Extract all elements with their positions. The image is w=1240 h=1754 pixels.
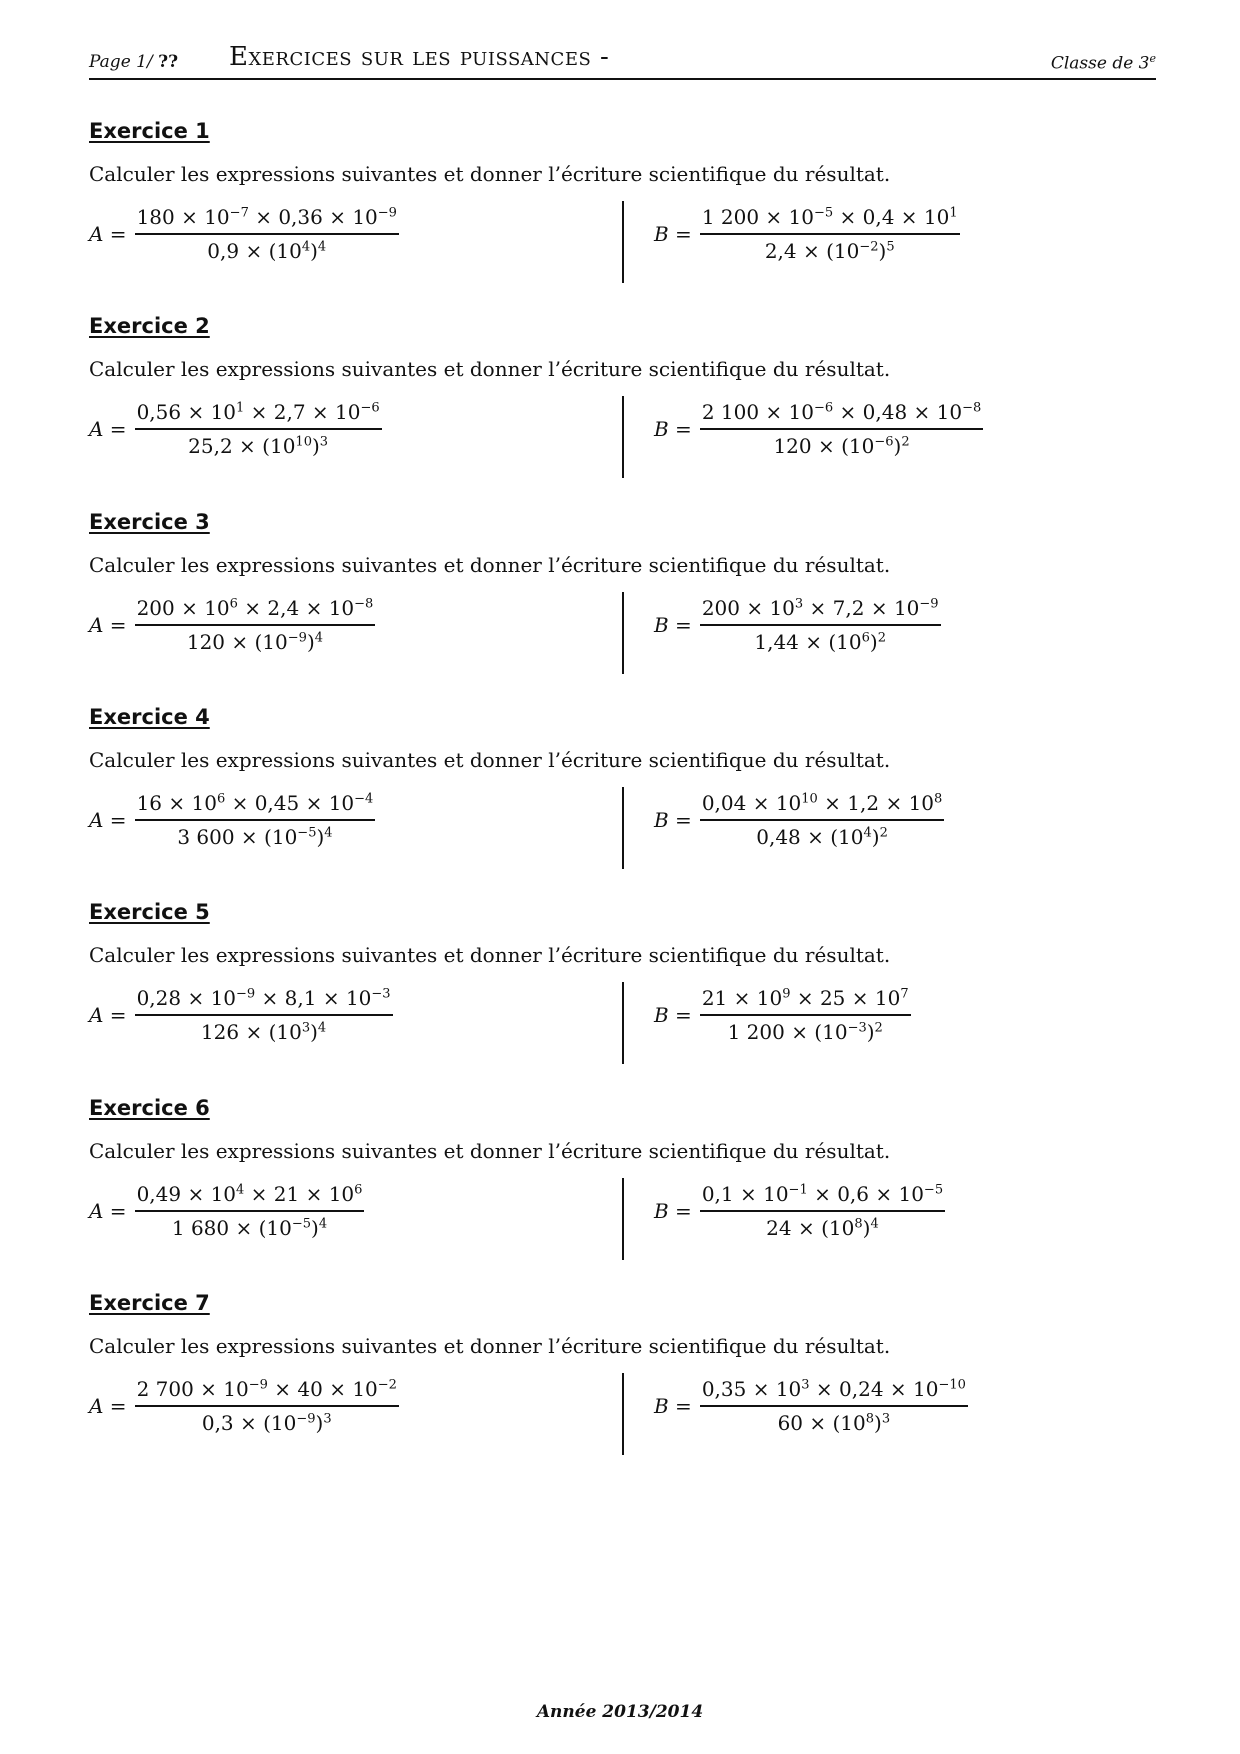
numerator: $200 \times 10^6 \times 2,4 \times 10^{-8}$ <box>135 596 376 626</box>
exercise-2 <box>89 314 1156 514</box>
numerator: $0,56 \times 10^1 \times 2,7 \times 10^{-6}$ <box>135 400 382 430</box>
denominator: $25,2 \times (10^{10})^3$ <box>188 434 329 458</box>
expression-a-label: A = <box>89 808 127 832</box>
fraction <box>135 1377 399 1435</box>
fraction <box>700 400 983 458</box>
fraction <box>700 596 941 654</box>
fraction <box>700 1182 945 1240</box>
expression-b <box>654 791 944 849</box>
denominator: $2,4 \times (10^{-2})^5$ <box>764 239 895 263</box>
column-separator <box>622 201 624 283</box>
expression-a <box>89 791 375 849</box>
numerator: $0,35 \times 10^3 \times 0,24 \times 10^{-10}$ <box>700 1377 968 1407</box>
numerator: $0,1 \times 10^{-1} \times 0,6 \times 10^{-5}$ <box>700 1182 945 1212</box>
numerator: $0,28 \times 10^{-9} \times 8,1 \times 10^{-3}$ <box>135 986 393 1016</box>
exercise-instruction: Calculer les expressions suivantes et donner l’écriture scientifique du résultat. <box>89 943 891 967</box>
fraction <box>700 205 960 263</box>
expression-a-label: A = <box>89 417 127 441</box>
denominator: $1,44 \times (10^6)^2$ <box>754 630 887 654</box>
fraction <box>135 596 376 654</box>
numerator: 2 $700 \times 10^{-9} \times 40 \times 10^{-2}$ <box>135 1377 399 1407</box>
fraction <box>135 1182 365 1240</box>
exercise-instruction: Calculer les expressions suivantes et donner l’écriture scientifique du résultat. <box>89 1334 891 1358</box>
exercise-1 <box>89 119 1156 319</box>
expression-b-label: B = <box>654 222 692 246</box>
expression-a-label: A = <box>89 613 127 637</box>
numerator: $0,49 \times 10^4 \times 21 \times 10^6$ <box>135 1182 365 1212</box>
expression-a-label: A = <box>89 1003 127 1027</box>
expression-b-label: B = <box>654 1003 692 1027</box>
fraction <box>135 205 399 263</box>
denominator: 3 $600 \times (10^{-5})^4$ <box>177 825 333 849</box>
fraction <box>135 986 393 1044</box>
expression-a-label: A = <box>89 1199 127 1223</box>
exercise-instruction: Calculer les expressions suivantes et donner l’écriture scientifique du résultat. <box>89 357 891 381</box>
footer-year: Année 2013/2014 <box>536 1702 704 1722</box>
exercise-title: Exercice 7 <box>89 1291 210 1315</box>
column-separator <box>622 592 624 674</box>
numerator: $180 \times 10^{-7} \times 0,36 \times 10^{-9}$ <box>135 205 399 235</box>
class-label: Classe de 3e <box>1050 52 1156 74</box>
expression-a-label: A = <box>89 222 127 246</box>
column-separator <box>622 396 624 478</box>
exercise-4 <box>89 705 1156 905</box>
denominator: $126 \times (10^3)^4$ <box>200 1020 327 1044</box>
numerator: 2 $100 \times 10^{-6} \times 0,48 \times 10^{-8}$ <box>700 400 983 430</box>
expression-a <box>89 400 382 458</box>
expression-b-label: B = <box>654 808 692 832</box>
expression-a <box>89 1182 364 1240</box>
denominator: $0,9 \times (10^4)^4$ <box>207 239 327 263</box>
expression-a <box>89 205 399 263</box>
exercise-instruction: Calculer les expressions suivantes et donner l’écriture scientifique du résultat. <box>89 553 891 577</box>
numerator: $21 \times 10^9 \times 25 \times 10^7$ <box>700 986 911 1016</box>
denominator: $24 \times (10^8)^4$ <box>766 1216 879 1240</box>
exercise-instruction: Calculer les expressions suivantes et donner l’écriture scientifique du résultat. <box>89 748 891 772</box>
denominator: $120 \times (10^{-6})^2$ <box>773 434 910 458</box>
denominator: 1 $680 \times (10^{-5})^4$ <box>171 1216 328 1240</box>
expression-b-label: B = <box>654 417 692 441</box>
numerator: $0,04 \times 10^{10} \times 1,2 \times 10^8$ <box>700 791 944 821</box>
expression-a <box>89 1377 399 1435</box>
expression-b <box>654 1182 945 1240</box>
numerator: $200 \times 10^3 \times 7,2 \times 10^{-9}$ <box>700 596 941 626</box>
exercise-title: Exercice 4 <box>89 705 210 729</box>
expression-b-label: B = <box>654 613 692 637</box>
numerator: $16 \times 10^6 \times 0,45 \times 10^{-4}$ <box>135 791 376 821</box>
page-header <box>89 42 1156 80</box>
expression-a <box>89 596 375 654</box>
exercise-6 <box>89 1096 1156 1296</box>
column-separator <box>622 1178 624 1260</box>
exercise-5 <box>89 900 1156 1100</box>
fraction <box>135 791 376 849</box>
exercise-3 <box>89 510 1156 710</box>
expression-b <box>654 596 941 654</box>
fraction <box>700 791 944 849</box>
exercise-title: Exercice 2 <box>89 314 210 338</box>
fraction <box>700 1377 968 1435</box>
page-title: Exercices sur les puissances - <box>229 42 610 72</box>
exercise-title: Exercice 5 <box>89 900 210 924</box>
expression-a-label: A = <box>89 1394 127 1418</box>
exercise-title: Exercice 6 <box>89 1096 210 1120</box>
denominator: $0,48 \times (10^4)^2$ <box>756 825 888 849</box>
expression-b <box>654 1377 968 1435</box>
column-separator <box>622 1373 624 1455</box>
exercise-title: Exercice 1 <box>89 119 210 143</box>
denominator: 1 $200 \times (10^{-3})^2$ <box>727 1020 883 1044</box>
exercise-instruction: Calculer les expressions suivantes et donner l’écriture scientifique du résultat. <box>89 1139 891 1163</box>
denominator: $120 \times (10^{-9})^4$ <box>186 630 324 654</box>
expression-b <box>654 986 911 1044</box>
numerator: 1 $200 \times 10^{-5} \times 0,4 \times 10^1$ <box>700 205 960 235</box>
page-number: Page 1/ ?? <box>89 52 179 72</box>
expression-b <box>654 205 960 263</box>
expression-b-label: B = <box>654 1199 692 1223</box>
exercise-title: Exercice 3 <box>89 510 210 534</box>
exercise-7 <box>89 1291 1156 1491</box>
exercise-instruction: Calculer les expressions suivantes et donner l’écriture scientifique du résultat. <box>89 162 891 186</box>
fraction <box>700 986 911 1044</box>
column-separator <box>622 787 624 869</box>
expression-b <box>654 400 983 458</box>
denominator: $60 \times (10^8)^3$ <box>777 1411 891 1435</box>
fraction <box>135 400 382 458</box>
expression-a <box>89 986 393 1044</box>
denominator: $0,3 \times (10^{-9})^3$ <box>201 1411 332 1435</box>
expression-b-label: B = <box>654 1394 692 1418</box>
column-separator <box>622 982 624 1064</box>
